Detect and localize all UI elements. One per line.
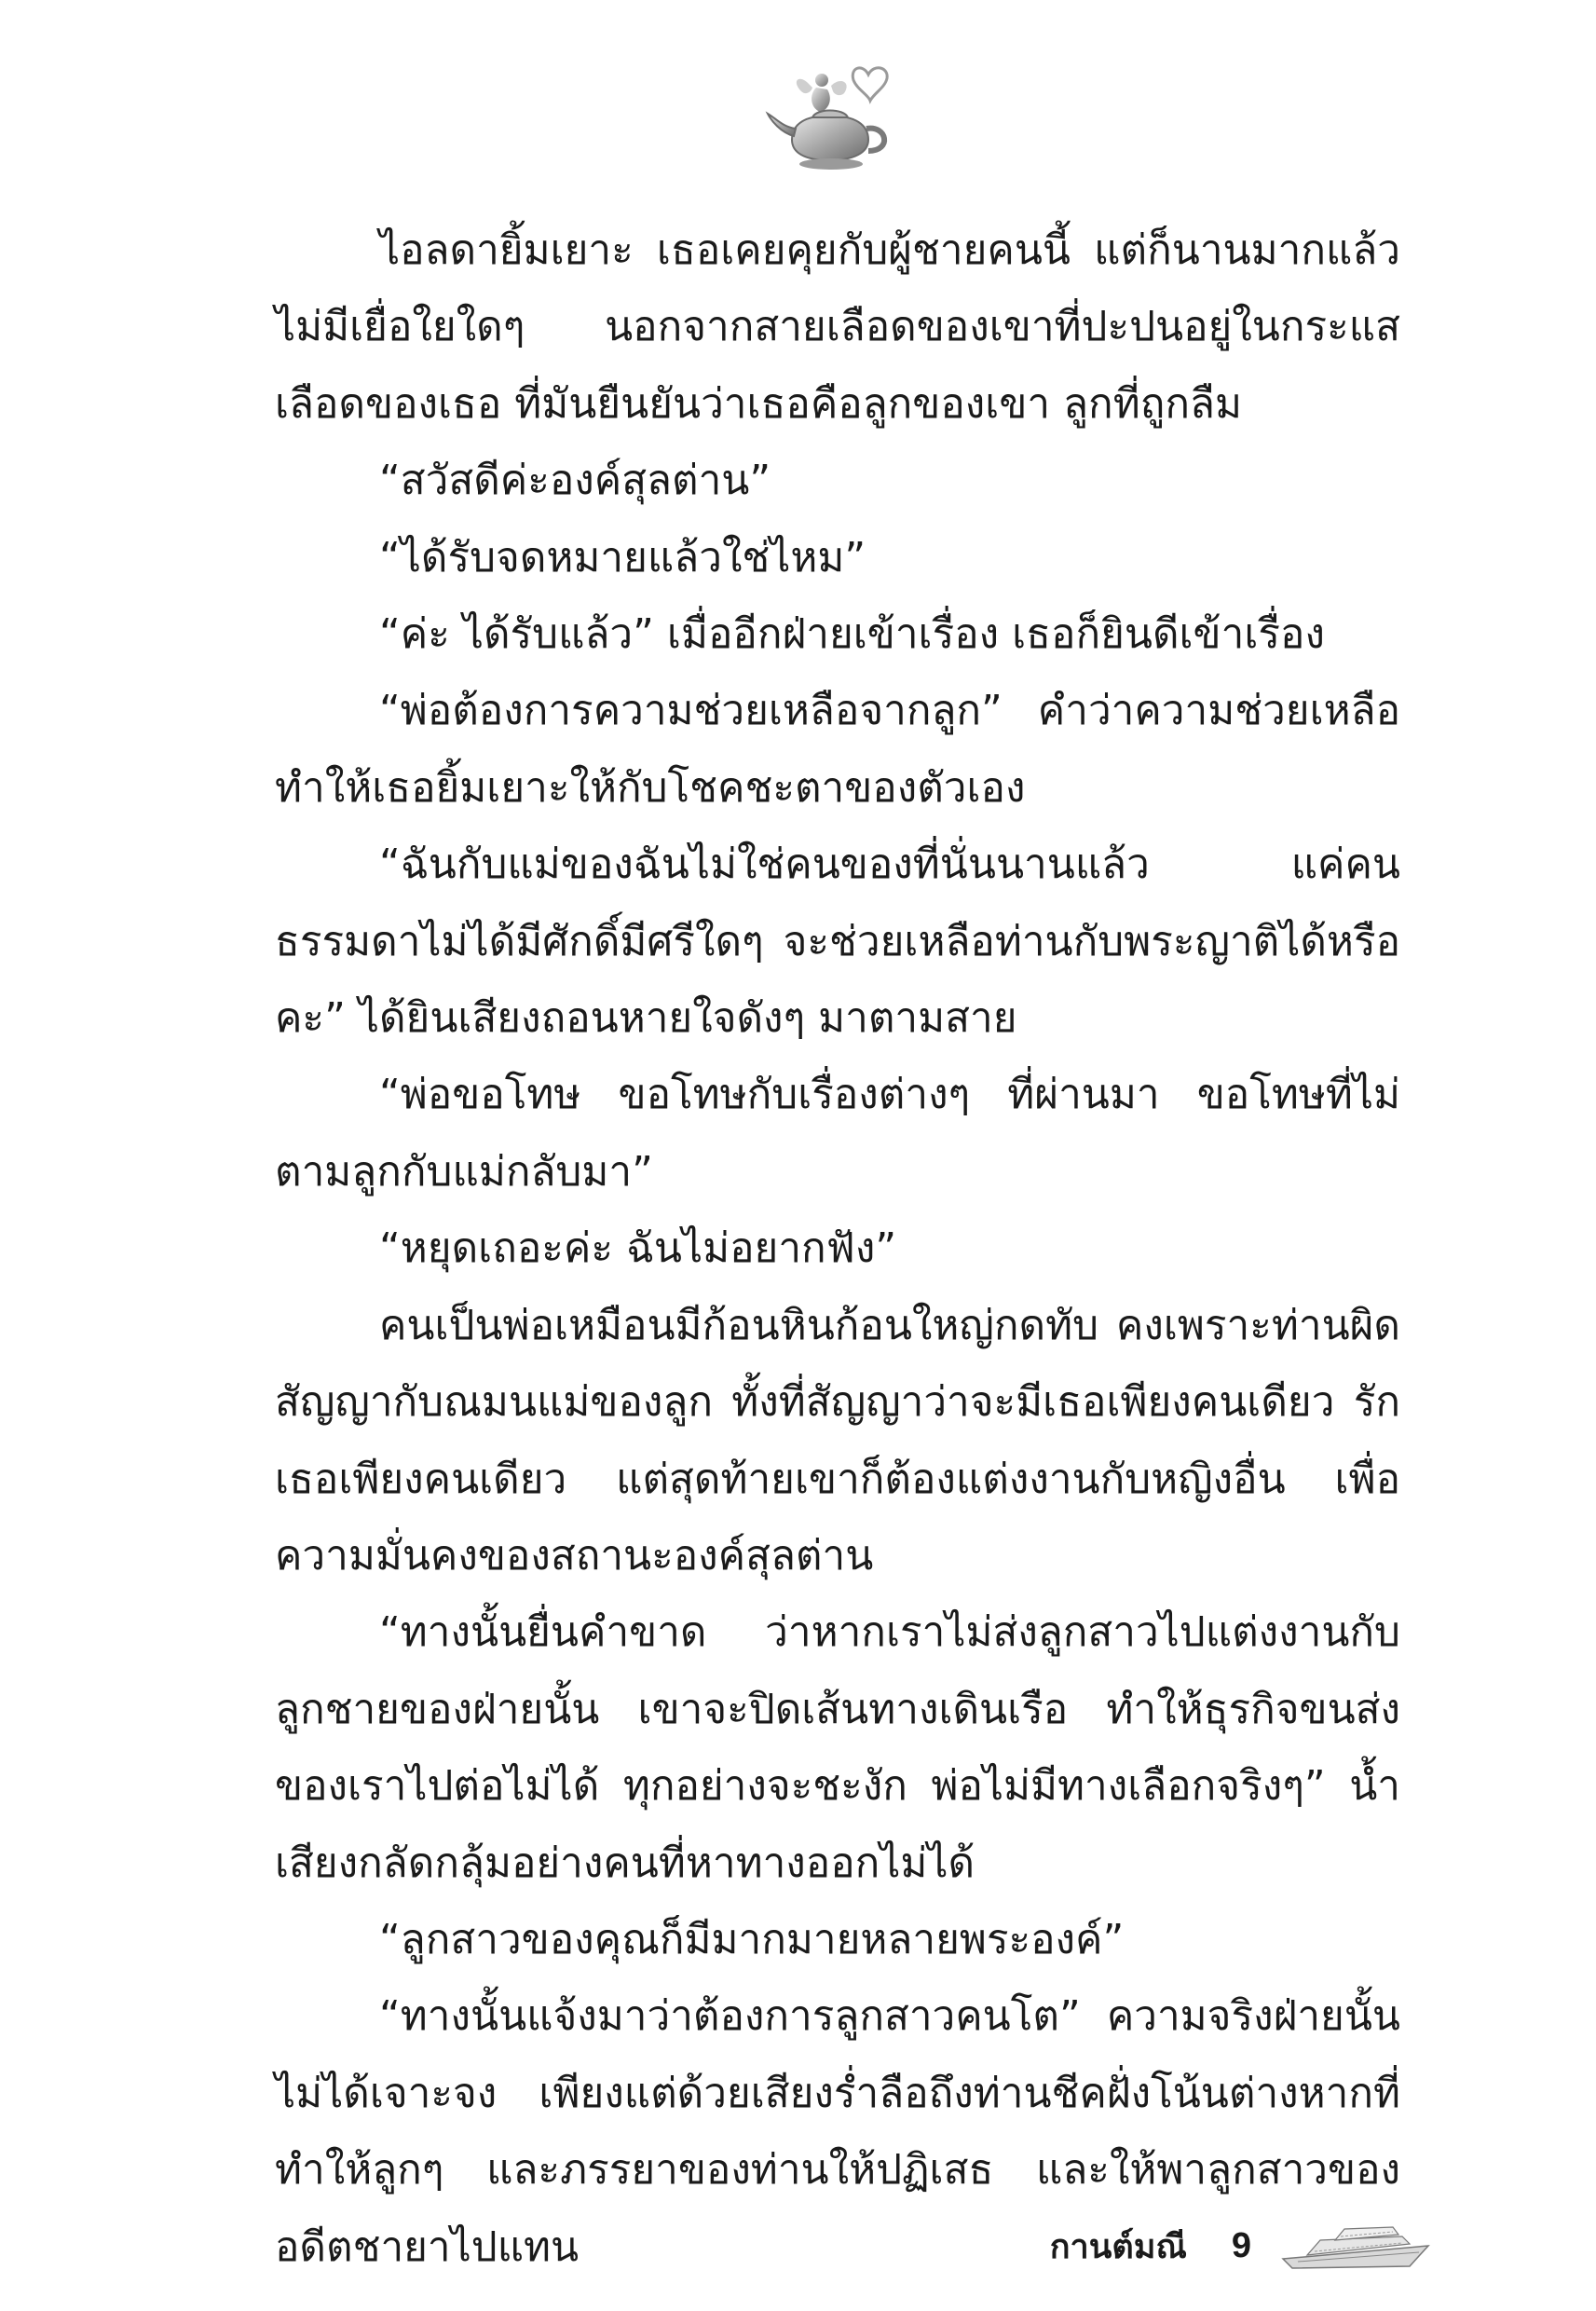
paragraph: “ฉันกับแม่ของฉันไม่ใช่คนของที่นั่นนานแล้ว แค่คนธรรมดาไม่ได้มีศักดิ์มีศรีใดๆ จะช่วยเหลือท่านกับพระญาติได้หรือคะ” ได้ยินเสียงถอนหายใจดังๆ มาตามสาย <box>275 841 1400 1043</box>
paragraph: “พ่อต้องการความช่วยเหลือจากลูก” คำว่าความช่วยเหลือทำให้เธอยิ้มเยาะให้กับโชคชะตาของตัวเอง <box>275 687 1400 812</box>
paragraph: “ค่ะ ได้รับแล้ว” เมื่ออีกฝ่ายเข้าเรื่อง เธอก็ยินดีเข้าเรื่อง <box>379 610 1325 659</box>
page-footer <box>1050 2213 1438 2278</box>
cruise-ship-icon <box>1279 2218 1438 2274</box>
paragraph: “ทางนั้นแจ้งมาว่าต้องการลูกสาวคนโต” ความจริงฝ่ายนั้นไม่ได้เจาะจง เพียงแต่ด้วยเสียงร่ำลือถึงท่านชีคฝั่งโน้นต่างหากที่ทำให้ลูกๆ และภรรยาของท่านให้ปฏิเสธ และให้พาลูกสาวของอดีตชายาไปแทน <box>275 1992 1400 2271</box>
body-text <box>275 212 1400 2286</box>
page-number: 9 <box>1231 2225 1251 2265</box>
teapot-ornament-icon <box>764 54 904 175</box>
paragraph: ไอลดายิ้มเยาะ เธอเคยคุยกับผู้ชายคนนี้ แต่ก็นานมากแล้ว ไม่มีเยื่อใยใดๆ นอกจากสายเลือดของเขาที่ปะปนอยู่ในกระแสเลือดของเธอ ที่มันยืนยันว่าเธอคือลูกของเขา ลูกที่ถูกลืม <box>275 226 1400 428</box>
book-title: กานต์มณี <box>1049 2227 1187 2266</box>
paragraph: “สวัสดีค่ะองค์สุลต่าน” <box>379 457 771 505</box>
paragraph: “ทางนั้นยื่นคำขาด ว่าหากเราไม่ส่งลูกสาวไปแต่งงานกับลูกชายของฝ่ายนั้น เขาจะปิดเส้นทางเดินเรือ ทำให้ธุรกิจขนส่งของเราไปต่อไม่ได้ ทุกอย่างจะชะงัก พ่อไม่มีทางเลือกจริงๆ” น้ำเสียงกลัดกลุ้มอย่างคนที่หาทางออกไม่ได้ <box>275 1608 1400 1887</box>
paragraph: คนเป็นพ่อเหมือนมีก้อนหินก้อนใหญ่กดทับ คงเพราะท่านผิดสัญญากับณมนแม่ของลูก ทั้งที่สัญญาว่าจะมีเธอเพียงคนเดียว รักเธอเพียงคนเดียว แต่สุดท้ายเขาก็ต้องแต่งงานกับหญิงอื่น เพื่อความมั่นคงของสถานะองค์สุลต่าน <box>275 1301 1400 1579</box>
paragraph: “หยุดเถอะค่ะ ฉันไม่อยากฟัง” <box>379 1224 897 1273</box>
paragraph: “ลูกสาวของคุณก็มีมากมายหลายพระองค์” <box>379 1915 1125 1963</box>
paragraph: “พ่อขอโทษ ขอโทษกับเรื่องต่างๆ ที่ผ่านมา ขอโทษที่ไม่ตามลูกกับแม่กลับมา” <box>275 1071 1400 1196</box>
paragraph: “ได้รับจดหมายแล้วใช่ไหม” <box>379 533 866 581</box>
